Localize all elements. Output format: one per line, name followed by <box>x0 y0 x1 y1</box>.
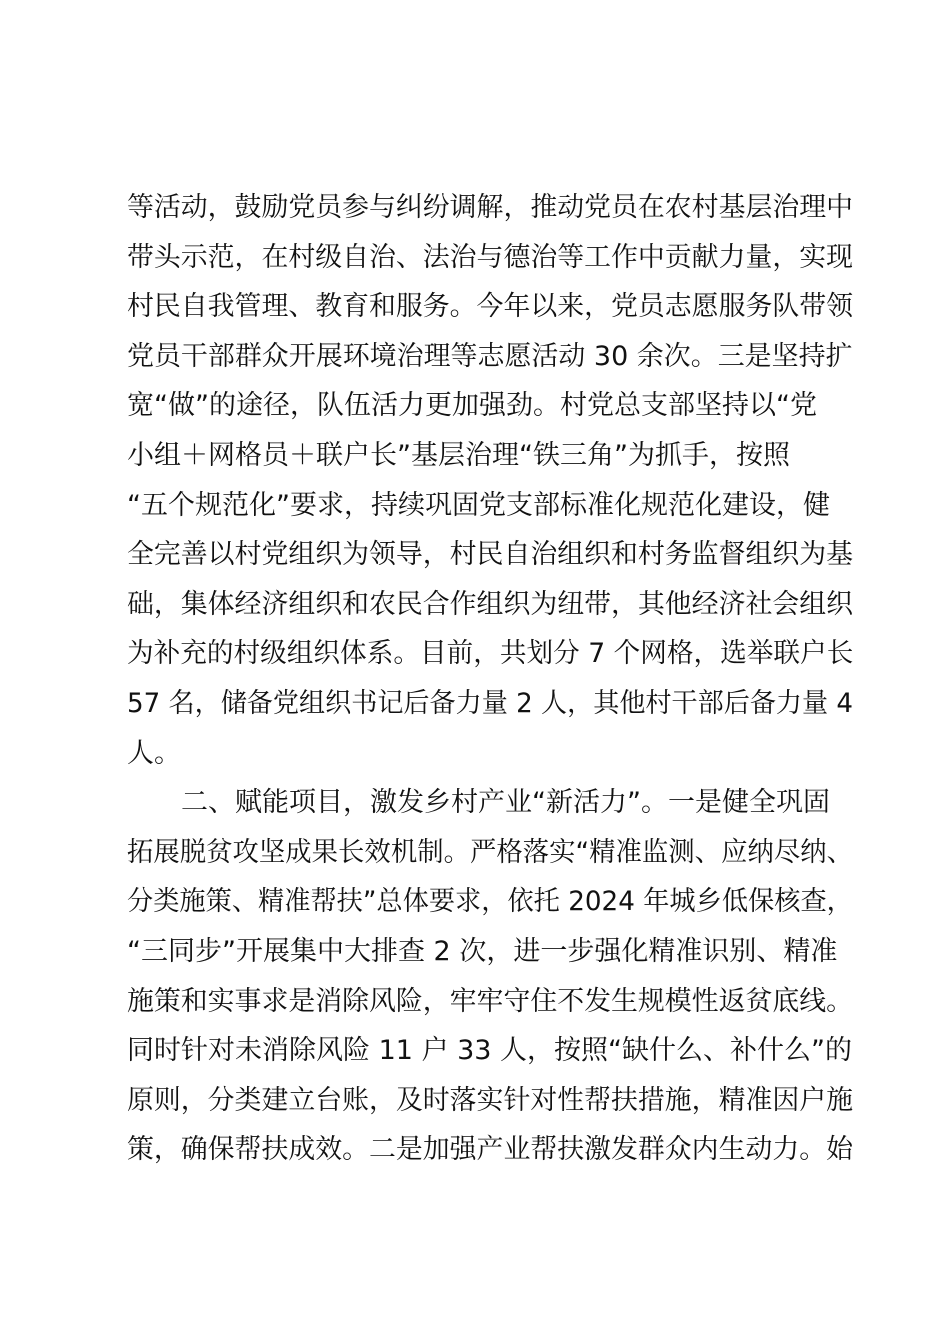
text-line: 等活动，鼓励党员参与纠纷调解，推动党员在农村基层治理中 <box>127 192 854 223</box>
body-text <box>127 183 854 1175</box>
text-line: 带头示范，在村级自治、法治与德治等工作中贡献力量，实现 <box>127 241 854 273</box>
text-line: 分类施策、精准帮扶”总体要求，依托 2024 年城乡低保核查， <box>127 886 853 918</box>
text-line: 小组＋网格员＋联户长”基层治理“铁三角”为抓手，按照 <box>127 439 790 471</box>
text-line: 57 名，储备党组织书记后备力量 2 人，其他村干部后备力量 4 <box>127 687 854 719</box>
text-line: 同时针对未消除风险 11 户 33 人，按照“缺什么、补什么”的 <box>127 1035 853 1067</box>
text-line: 施策和实事求是消除风险，牢牢守住不发生规模性返贫底线。 <box>127 985 854 1017</box>
text-line: 拓展脱贫攻坚成果长效机制。严格落实“精准监测、应纳尽纳、 <box>127 836 853 868</box>
text-line: 策，确保帮扶成效。二是加强产业帮扶激发群众内生动力。始 <box>127 1134 854 1166</box>
text-line: 为补充的村级组织体系。目前，共划分 7 个网格，选举联户长 <box>127 638 854 670</box>
text-line: 二、赋能项目，激发乡村产业“新活力”。一是健全巩固 <box>127 787 830 819</box>
text-line: 宽“做”的途径，队伍活力更加强劲。村党总支部坚持以“党 <box>127 390 817 422</box>
text-line: 党员干部群众开展环境治理等志愿活动 30 余次。三是坚持扩 <box>127 340 853 372</box>
text-line: “三同步”开展集中大排查 2 次，进一步强化精准识别、精准 <box>127 935 838 967</box>
text-line: 人。 <box>127 737 181 769</box>
text-line: 础，集体经济组织和农民合作组织为纽带，其他经济社会组织 <box>127 588 854 620</box>
text-line: 原则，分类建立台账，及时落实针对性帮扶措施，精准因户施 <box>127 1084 854 1116</box>
text-line: 全完善以村党组织为领导，村民自治组织和村务监督组织为基 <box>127 539 854 571</box>
text-line: 村民自我管理、教育和服务。今年以来，党员志愿服务队带领 <box>127 291 854 323</box>
text-line: “五个规范化”要求，持续巩固党支部标准化规范化建设，健 <box>127 489 830 521</box>
